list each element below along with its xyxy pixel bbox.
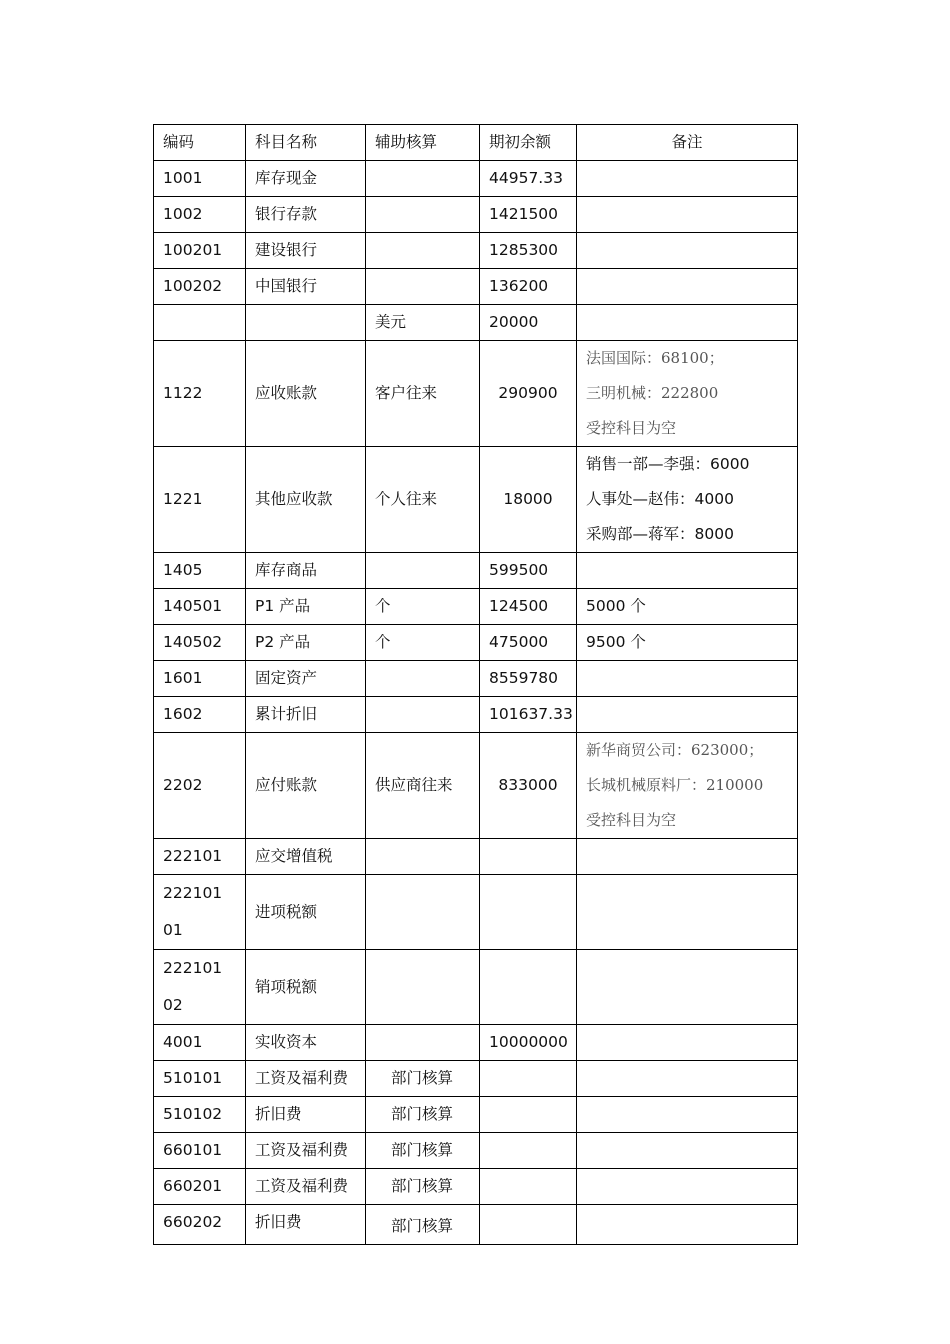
note-cell — [577, 341, 798, 447]
aux-accounting — [366, 553, 480, 589]
account-name: 折旧费 — [246, 1205, 366, 1245]
account-name: 折旧费 — [246, 1097, 366, 1133]
account-code: 660101 — [154, 1133, 246, 1169]
table-row — [154, 233, 798, 269]
opening-balance: 1285300 — [480, 233, 577, 269]
opening-balance — [480, 1061, 577, 1097]
account-name: 应交增值税 — [246, 839, 366, 875]
note-line: 人事处—赵伟：4000 — [586, 490, 734, 508]
account-code: 1001 — [154, 161, 246, 197]
note-cell — [577, 553, 798, 589]
account-code: 1122 — [154, 341, 246, 447]
account-name: 中国银行 — [246, 269, 366, 305]
account-code: 4001 — [154, 1025, 246, 1061]
aux-accounting: 个人往来 — [366, 447, 480, 553]
aux-accounting — [366, 839, 480, 875]
account-code-text: 22210101 — [163, 884, 223, 939]
note-line: 销售一部—李强：6000 — [586, 455, 750, 473]
account-name: 其他应收款 — [246, 447, 366, 553]
opening-balance — [480, 1133, 577, 1169]
account-name: 销项税额 — [246, 950, 366, 1025]
account-table — [153, 124, 798, 1245]
note-line: 5000 个 — [586, 597, 646, 615]
opening-balance: 475000 — [480, 625, 577, 661]
note-line: 采购部—蒋军：8000 — [586, 525, 734, 543]
aux-accounting: 部门核算 — [366, 1133, 480, 1169]
account-code: 1602 — [154, 697, 246, 733]
note-line: 长城机械原料厂：210000 — [586, 776, 764, 794]
aux-accounting — [366, 697, 480, 733]
note-cell — [577, 950, 798, 1025]
opening-balance — [480, 950, 577, 1025]
table-row — [154, 589, 798, 625]
opening-balance — [480, 839, 577, 875]
aux-accounting: 部门核算 — [366, 1061, 480, 1097]
account-name: 银行存款 — [246, 197, 366, 233]
aux-accounting — [366, 269, 480, 305]
aux-accounting — [366, 161, 480, 197]
header-aux: 辅助核算 — [366, 125, 480, 161]
account-code: 510101 — [154, 1061, 246, 1097]
table-row — [154, 447, 798, 553]
account-code: 1221 — [154, 447, 246, 553]
table-row — [154, 161, 798, 197]
note-cell — [577, 875, 798, 950]
opening-balance — [480, 1097, 577, 1133]
table-row — [154, 1025, 798, 1061]
aux-accounting — [366, 661, 480, 697]
table-row — [154, 341, 798, 447]
account-name: 工资及福利费 — [246, 1169, 366, 1205]
account-name: 固定资产 — [246, 661, 366, 697]
table-row — [154, 1097, 798, 1133]
note-cell — [577, 197, 798, 233]
note-cell — [577, 661, 798, 697]
aux-accounting: 部门核算 — [366, 1097, 480, 1133]
note-cell — [577, 1133, 798, 1169]
account-name: 实收资本 — [246, 1025, 366, 1061]
account-name: 工资及福利费 — [246, 1061, 366, 1097]
account-name: 建设银行 — [246, 233, 366, 269]
aux-accounting: 个 — [366, 589, 480, 625]
table-row — [154, 950, 798, 1025]
opening-balance: 599500 — [480, 553, 577, 589]
opening-balance: 44957.33 — [480, 161, 577, 197]
account-code: 140501 — [154, 589, 246, 625]
account-name: P1 产品 — [246, 589, 366, 625]
note-cell — [577, 447, 798, 553]
account-code: 660202 — [154, 1205, 246, 1245]
aux-accounting — [366, 233, 480, 269]
note-cell — [577, 233, 798, 269]
opening-balance — [480, 1169, 577, 1205]
opening-balance: 18000 — [480, 447, 577, 553]
opening-balance: 1421500 — [480, 197, 577, 233]
account-name: 库存商品 — [246, 553, 366, 589]
note-cell — [577, 1097, 798, 1133]
table-row — [154, 269, 798, 305]
table-row — [154, 625, 798, 661]
note-cell — [577, 1025, 798, 1061]
table-row — [154, 1169, 798, 1205]
note-line: 新华商贸公司：623000； — [586, 741, 764, 759]
header-note: 备注 — [577, 125, 798, 161]
note-cell — [577, 1169, 798, 1205]
account-code: 1002 — [154, 197, 246, 233]
table-row — [154, 839, 798, 875]
opening-balance: 833000 — [480, 733, 577, 839]
table-row — [154, 553, 798, 589]
opening-balance — [480, 875, 577, 950]
account-name: P2 产品 — [246, 625, 366, 661]
table-row — [154, 733, 798, 839]
aux-accounting: 部门核算 — [366, 1169, 480, 1205]
note-line: 受控科目为空 — [586, 419, 677, 437]
note-cell — [577, 589, 798, 625]
account-code: 222101 — [154, 839, 246, 875]
aux-accounting: 美元 — [366, 305, 480, 341]
account-code: 510102 — [154, 1097, 246, 1133]
account-code: 1601 — [154, 661, 246, 697]
account-code: 100201 — [154, 233, 246, 269]
account-code: 1405 — [154, 553, 246, 589]
aux-accounting — [366, 1025, 480, 1061]
note-line: 三明机械：222800 — [586, 384, 719, 402]
account-name: 应付账款 — [246, 733, 366, 839]
opening-balance: 10000000 — [480, 1025, 577, 1061]
opening-balance: 136200 — [480, 269, 577, 305]
note-cell — [577, 839, 798, 875]
account-name — [246, 305, 366, 341]
aux-accounting — [366, 950, 480, 1025]
table-row — [154, 1205, 798, 1245]
table-row — [154, 661, 798, 697]
opening-balance — [480, 1205, 577, 1245]
aux-accounting — [366, 875, 480, 950]
note-cell — [577, 1205, 798, 1245]
table-row — [154, 875, 798, 950]
note-line: 9500 个 — [586, 633, 646, 651]
account-code — [154, 950, 246, 1025]
account-code: 660201 — [154, 1169, 246, 1205]
header-row — [154, 125, 798, 161]
note-cell — [577, 161, 798, 197]
table-row — [154, 305, 798, 341]
header-code: 编码 — [154, 125, 246, 161]
note-cell — [577, 625, 798, 661]
opening-balance: 20000 — [480, 305, 577, 341]
aux-accounting: 个 — [366, 625, 480, 661]
account-code — [154, 875, 246, 950]
table-row — [154, 197, 798, 233]
account-code: 140502 — [154, 625, 246, 661]
header-balance: 期初余额 — [480, 125, 577, 161]
account-code: 2202 — [154, 733, 246, 839]
opening-balance: 8559780 — [480, 661, 577, 697]
opening-balance: 124500 — [480, 589, 577, 625]
account-code — [154, 305, 246, 341]
account-name: 工资及福利费 — [246, 1133, 366, 1169]
table-row — [154, 697, 798, 733]
opening-balance: 290900 — [480, 341, 577, 447]
aux-accounting: 客户往来 — [366, 341, 480, 447]
note-cell — [577, 1061, 798, 1097]
note-cell — [577, 269, 798, 305]
account-code: 100202 — [154, 269, 246, 305]
account-name: 进项税额 — [246, 875, 366, 950]
table-row — [154, 1061, 798, 1097]
account-name: 应收账款 — [246, 341, 366, 447]
account-name: 库存现金 — [246, 161, 366, 197]
note-line: 法国国际：68100； — [586, 349, 724, 367]
note-line: 受控科目为空 — [586, 811, 677, 829]
note-cell — [577, 305, 798, 341]
aux-accounting — [366, 197, 480, 233]
note-cell — [577, 697, 798, 733]
opening-balance: 101637.33 — [480, 697, 577, 733]
header-name: 科目名称 — [246, 125, 366, 161]
aux-accounting: 部门核算 — [366, 1205, 480, 1245]
account-code-text: 22210102 — [163, 959, 223, 1014]
table-row — [154, 1133, 798, 1169]
note-cell — [577, 733, 798, 839]
account-name: 累计折旧 — [246, 697, 366, 733]
aux-accounting: 供应商往来 — [366, 733, 480, 839]
